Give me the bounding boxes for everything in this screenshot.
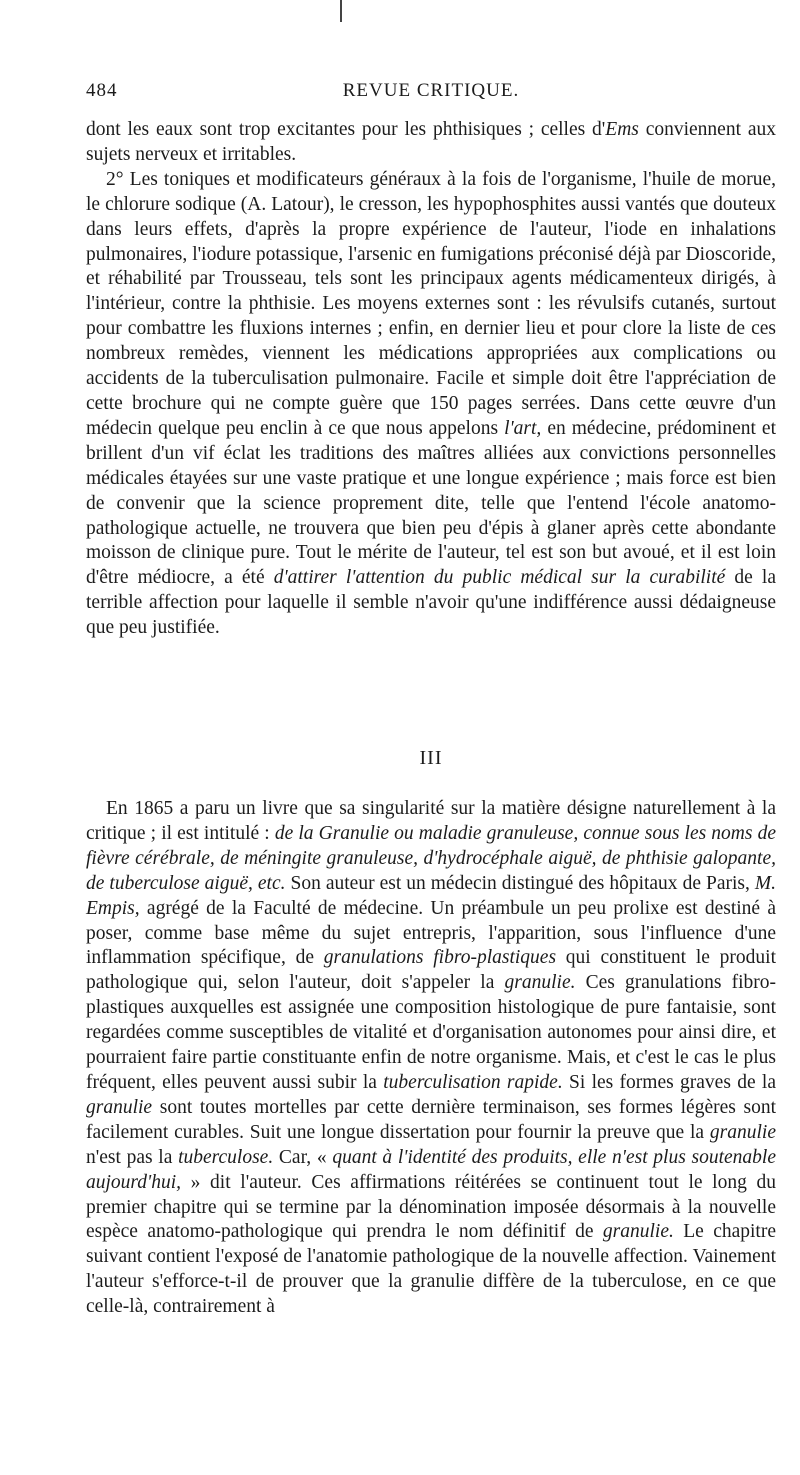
text-block-upper — [86, 118, 776, 641]
scan-edge-mark — [340, 0, 342, 22]
running-header — [86, 80, 776, 110]
text-block-lower — [86, 797, 776, 1320]
page-number: 484 — [86, 80, 118, 101]
paragraph-toniques: 2° Les toniques et modificateurs généraux à la fois de l'organisme, l'huile de morue, le chlorure sodique (A. Latour), le cresson, les hypophosphites aussi vantés que douteux dans leurs effets, d'après la propre expérience de l'auteur, l'iode en inhalations pulmonaires, l'iodure potassique, l'arsenic en fumigations préconisé déjà par Dioscoride, et réhabilité par Trousseau, tels sont les principaux agents médicamenteux dirigés, à l'intérieur, contre la phthisie. Les moyens externes sont : les révulsifs cutanés, surtout pour combattre les fluxions internes ; enfin, en dernier lieu et pour clore la liste de ces nombreux remèdes, viennent les médications appropriées aux complications ou accidents de la tuberculisation pulmonaire. Facile et simple doit être l'appréciation de cette brochure qui ne compte guère que 150 pages serrées. Dans cette œuvre d'un médecin quelque peu enclin à ce que nous appelons l'art, en médecine, prédominent et brillent d'un vif éclat les traditions des maîtres alliées aux convictions personnelles médicales étayées sur une vaste pratique et une longue expérience ; mais force est bien de convenir que la science proprement dite, telle que l'entend l'école anatomo-pathologique actuelle, ne trouvera que bien peu d'épis à glaner après cette abondante moisson de clinique pure. Tout le mérite de l'auteur, tel est son but avoué, et il est loin d'être médiocre, a été d'attirer l'attention du public médical sur la curabilité de la terrible affection pour laquelle il semble n'avoir qu'une indifférence aussi dédaigneuse que peu justifiée. — [86, 168, 776, 639]
section-heading: III — [419, 747, 443, 769]
paragraph-granulie: En 1865 a paru un livre que sa singularité sur la matière désigne naturellement à la critique ; il est intitulé : de la Granulie ou maladie granuleuse, connue sous les noms de fièvre cérébrale, de méningite granuleuse, d'hydrocéphale aiguë, de phthisie galopante, de tuberculose aiguë, etc. Son auteur est un médecin distingué des hôpitaux de Paris, M. Empis, agrégé de la Faculté de médecine. Un préambule un peu prolixe est destiné à poser, comme base même du sujet entrepris, l'apparition, sous l'influence d'une inflammation spécifique, de granulations fibro-plastiques qui constituent le produit pathologique qui, selon l'auteur, doit s'appeler la granulie. Ces granulations fibro-plastiques auxquelles est assignée une composition histologique de pure fantaisie, sont regardées comme susceptibles de vitalité et d'organisation autonomes pour ainsi dire, et pourraient faire partie constituante enfin de notre organisme. Mais, et c'est le cas le plus fréquent, elles peuvent aussi subir la tuberculisation rapide. Si les formes graves de la granulie sont toutes mortelles par cette dernière terminaison, ses formes légères sont facilement curables. Suit une longue dissertation pour fournir la preuve que la granulie n'est pas la tuberculose. Car, « quant à l'identité des produits, elle n'est plus soutenable aujourd'hui, » dit l'auteur. Ces affirmations réitérées se continuent tout le long du premier chapitre qui se termine par la dénomination imposée désormais à la nouvelle espèce anatomo-pathologique qui prendra le nom définitif de granulie. Le chapitre suivant contient l'exposé de l'anatomie pathologique de la nouvelle affection. Vainement l'auteur s'efforce-t-il de prouver que la granulie diffère de la tuberculose, en ce que celle-là, contrairement à — [86, 798, 777, 1318]
running-title: REVUE CRITIQUE. — [342, 80, 520, 101]
paragraph-continuation: dont les eaux sont trop excitantes pour les phthisiques ; celles d'Ems conviennent aux sujets nerveux et irritables. — [86, 119, 776, 165]
